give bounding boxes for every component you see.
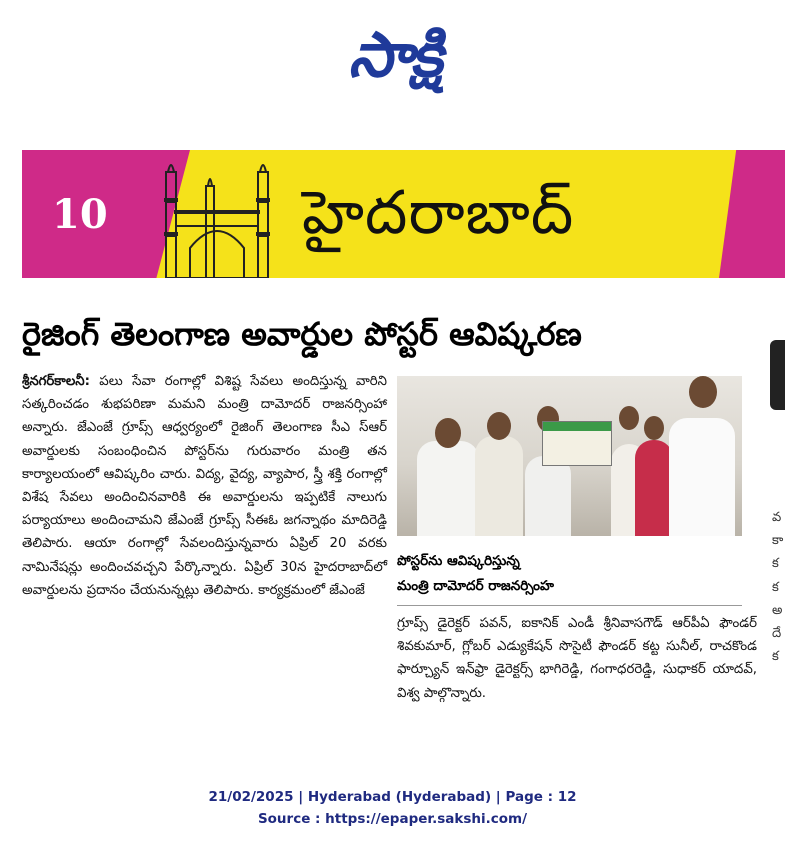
photo-caption bbox=[397, 549, 742, 601]
banner-right-panel bbox=[719, 150, 785, 278]
page-number: 10 bbox=[52, 191, 108, 238]
photo-caption-line-2: మంత్రి దామోదర్ రాజనర్సింహ bbox=[397, 578, 554, 594]
award-poster bbox=[542, 421, 612, 466]
article-body-column-1 bbox=[22, 370, 387, 760]
article-photo bbox=[397, 376, 742, 536]
article-body-column-2: గ్రూప్స్ డైరెక్టర్ పవన్, ఐకానిక్ ఎండీ శ్రీనివాసగౌడ్ ఆర్‌పీఏ ఫౌండర్ శివకుమార్, గ్లోబర్ ఎడ్యుకేషన్ సొసైటీ ఫౌండర్ కట్ట సునీల్, రాచకొండ ఫార్చ్యూన్ ఇన్‌ఫ్రా డైరెక్టర్స్ భాగిరెడ్డి, గంగాధరరెడ్డి, సుధాకర్ యాదవ్, విశ్వ పాల్గొన్నారు. bbox=[397, 616, 757, 701]
masthead-logo: సాక్షి bbox=[348, 18, 441, 91]
dateline: శ్రీనగర్‌కాలనీ: bbox=[22, 374, 90, 389]
footer-meta: 21/02/2025 | Hyderabad (Hyderabad) | Page : 12 bbox=[208, 789, 577, 805]
article-headline: రైజింగ్ తెలంగాణ అవార్డుల పోస్టర్ ఆవిష్కరణ bbox=[22, 315, 582, 353]
photo-person bbox=[417, 441, 479, 536]
adjacent-headline-fragment bbox=[770, 340, 785, 410]
caption-divider bbox=[397, 605, 742, 606]
footer-source: Source : https://epaper.sakshi.com/ bbox=[257, 811, 528, 827]
adjacent-article-fragment: వ కా క క అ దే క bbox=[772, 510, 784, 665]
photo-caption-line-1: పోస్టర్‌ను ఆవిష్కరిస్తున్న bbox=[397, 553, 520, 569]
photo-person bbox=[669, 418, 735, 536]
photo-person bbox=[475, 436, 523, 536]
section-title: హైదరాబాద్ bbox=[302, 178, 575, 248]
photo-person bbox=[525, 456, 571, 536]
photo-person bbox=[635, 440, 673, 536]
body-text-col1: పలు సేవా రంగాల్లో విశిష్ట సేవలు అందిస్తున్న వారిని సత్కరించడం శుభపరిణా మమని మంత్రి దామోదర్ రాజనర్సింహా అన్నారు. జేఎంజే గ్రూప్స్ ఆధ్వర్యంలో రైజింగ్ తెలంగాణ సీఎ స్ఆర్ అవార్డులకు సంబంధించిన పోస్టర్‌ను గురువారం మంత్రి తన కార్యాలయంలో ఆవిష్కరిం చారు. విద్య, వైద్య, వ్యాపార, స్త్రీ శక్తి రంగాల్లో విశేష సేవలు అందించినవారికి ఈ అవార్డులను ఇప్పటికే నాలుగు పర్యాయాలు అందించామని జేఎంజే గ్రూప్స్ సీఈఓ జగన్నాథం మాదిరెడ్డి తెలిపారు. ఆయా రంగాల్లో సేవలందిస్తున్నవారు ఏప్రిల్ 20 వరకు నామినేషన్లు అందించవచ్చని పేర్కొన్నారు. ఏప్రిల్ 30న హైదరాబాద్‌లో అవార్డులను ప్రదానం చేయనున్నట్లు తెలిపారు. కార్యక్రమంలో జేఎంజే bbox=[22, 374, 387, 598]
charminar-illustration bbox=[152, 152, 282, 278]
section-banner bbox=[22, 150, 785, 278]
